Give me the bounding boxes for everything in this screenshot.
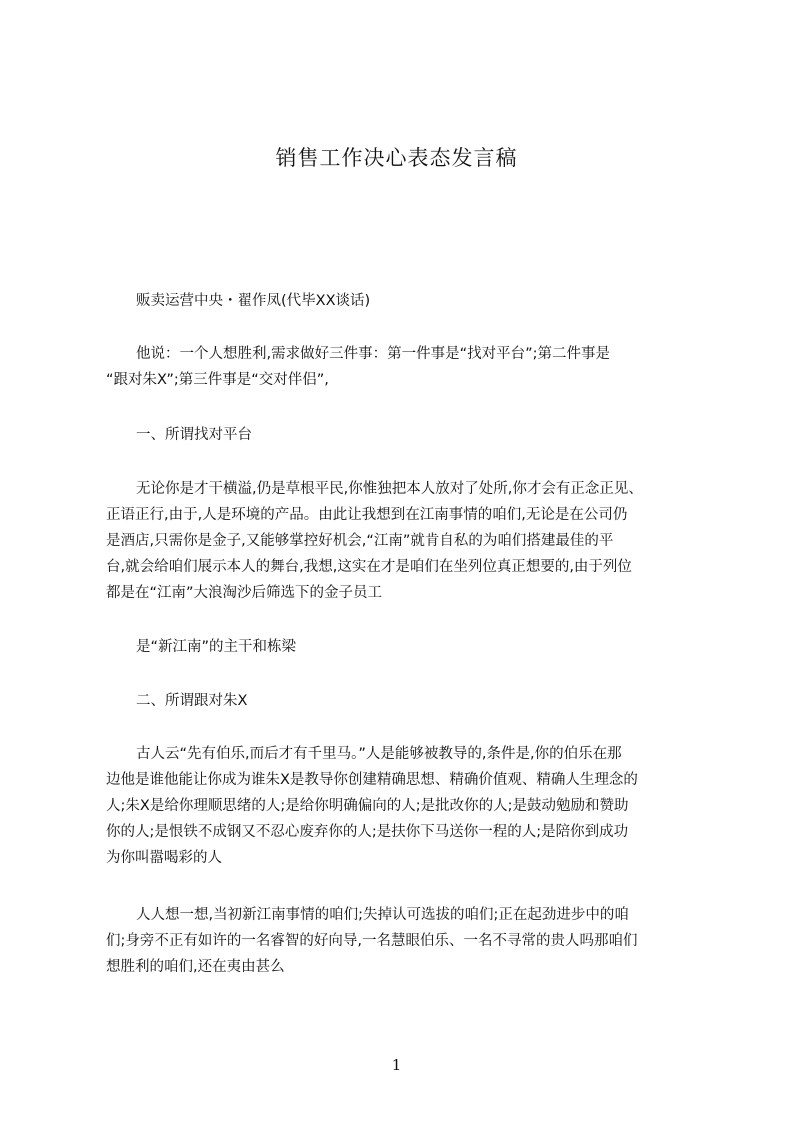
section2-p1-line-1: 古人云“先有伯乐,而后才有千里马。”人是能够被教导的,条件是,你的伯乐在那 — [136, 746, 622, 762]
section1-line-5: 都是在“江南”大浪淘沙后筛选下的金子员工 — [106, 585, 383, 601]
section1-line-4: 台,就会给咱们展示本人的舞台,我想,这实在才是咱们在坐列位真正想要的,由于列位 — [106, 559, 632, 575]
intro-line-2: “跟对朱X”;第三件事是“交对伴侣”, — [106, 372, 329, 388]
section1-heading: 一、所谓找对平台 — [136, 427, 252, 443]
section1-line-1: 无论你是才干横溢,仍是草根平民,你惟独把本人放对了处所,你才会有正念正见、 — [136, 481, 643, 497]
author-line: 贩卖运营中央・翟作凤(代毕XX谈话) — [136, 293, 371, 309]
section1-closing: 是“新江南”的主干和栋梁 — [136, 639, 297, 655]
section2-p1-line-5: 为你叫嚣喝彩的人 — [106, 850, 222, 866]
section2-p2-line-2: 们;身旁不正有如许的一名睿智的好向导,一名慧眼伯乐、一名不寻常的贵人吗那咱们 — [106, 933, 638, 949]
document-title: 销售工作决心表态发言稿 — [275, 146, 518, 170]
section2-p1-line-2: 边他是谁他能让你成为谁朱X是教导你创建精确思想、精确价值观、精确人生理念的 — [106, 772, 638, 788]
section2-p1-line-3: 人;朱X是给你理顺思绪的人;是给你明确偏向的人;是批改你的人;是鼓动勉励和赞助 — [106, 798, 629, 814]
section2-p2-line-3: 想胜利的咱们,还在夷由甚么 — [106, 959, 285, 975]
intro-line-1: 他说：一个人想胜利,需求做好三件事：第一件事是“找对平台”;第二件事是 — [136, 346, 611, 362]
page-number: 1 — [391, 1056, 402, 1074]
section1-line-3: 是酒店,只需你是金子,又能够掌控好机会,“江南”就肯自私的为咱们搭建最佳的平 — [106, 533, 614, 549]
section1-line-2: 正语正行,由于,人是环境的产品。由此让我想到在江南事情的咱们,无论是在公司仍 — [106, 507, 628, 523]
section2-p1-line-4: 你的人;是恨铁不成钢又不忍心废弃你的人;是扶你下马送你一程的人;是陪你到成功 — [106, 824, 629, 840]
section2-heading: 二、所谓跟对朱X — [136, 693, 248, 709]
section2-p2-line-1: 人人想一想,当初新江南事情的咱们;失掉认可选拔的咱们;正在起劲进步中的咱 — [136, 907, 629, 923]
